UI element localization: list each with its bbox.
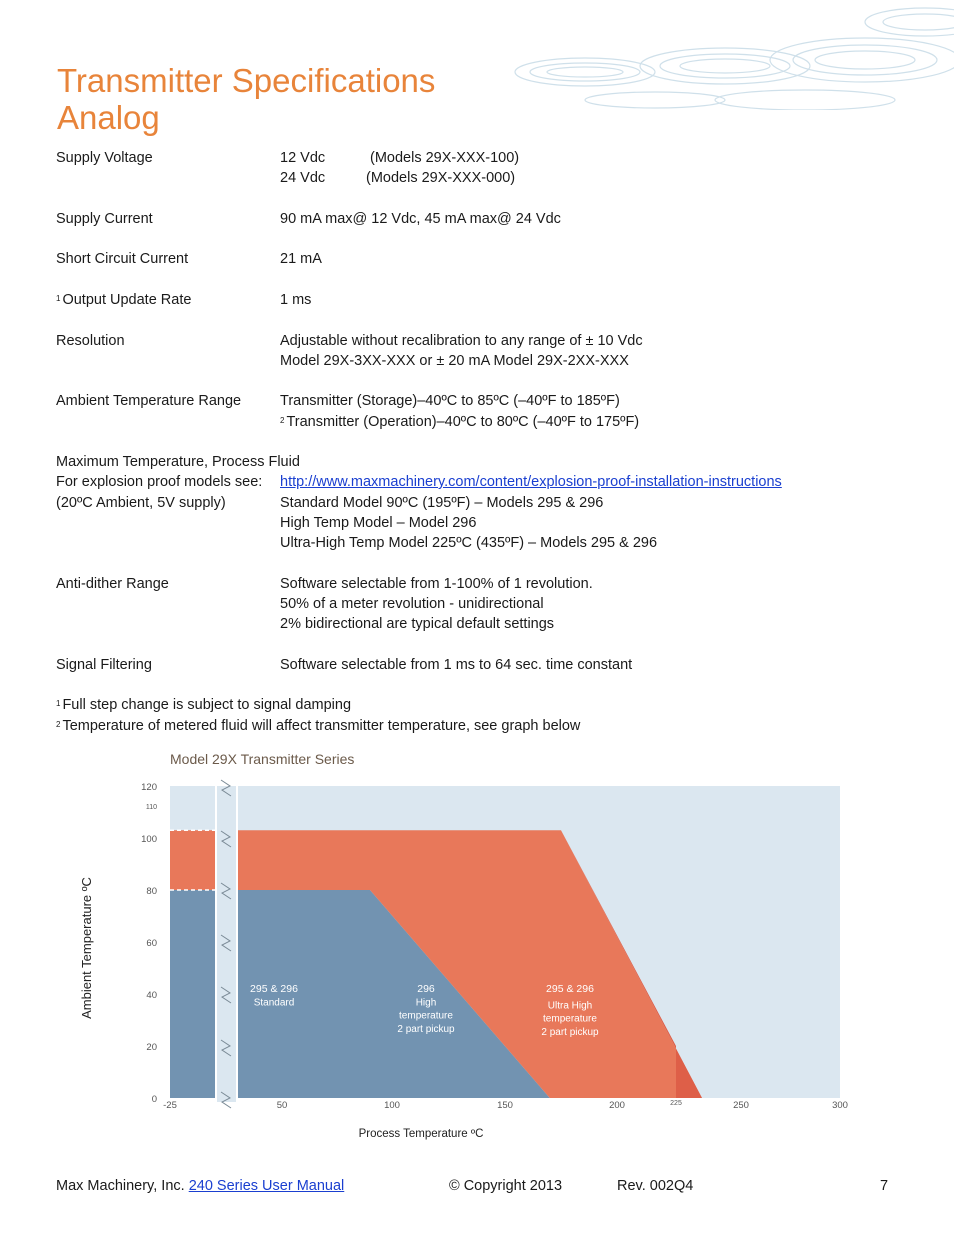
y-tick-label: 60	[146, 938, 157, 949]
y-tick-label: 0	[151, 1094, 157, 1105]
page-title	[57, 62, 435, 136]
series-label-2: 296	[417, 983, 435, 995]
y-tick-label: 80	[146, 886, 157, 897]
signal-filtering-value: Software selectable from 1 ms to 64 sec. time constant	[280, 657, 633, 673]
y-tick-label: 120	[141, 782, 157, 793]
page-number: 7	[880, 1178, 889, 1194]
footnote-2-text: Temperature of metered fluid will affect transmitter temperature, see graph below	[62, 718, 581, 734]
short-circuit-label: Short Circuit Current	[56, 251, 189, 267]
x-tick-label: 250	[733, 1100, 749, 1111]
x-axis-label: Process Temperature ºC	[358, 1128, 484, 1140]
series-label-1: Standard	[253, 997, 295, 1009]
axis-break-gap	[216, 786, 237, 1102]
y-axis-label: Ambient Temperature ºC	[79, 877, 94, 1019]
series-label-3: 295 & 296	[546, 983, 594, 995]
footer-company	[56, 1176, 344, 1196]
explosion-proof-link[interactable]: http://www.maxmachinery.com/content/explosion-proof-installation-instructions	[280, 474, 782, 490]
x-tick-label: 150	[497, 1100, 513, 1111]
output-update-label-text: Output Update Rate	[62, 292, 192, 308]
supply-current-value: 90 mA max@ 12 Vdc, 45 mA max@ 24 Vdc	[280, 211, 561, 227]
series-label-2: 2 part pickup	[397, 1023, 455, 1035]
signal-filtering-label: Signal Filtering	[56, 657, 152, 673]
resolution-line-1: Adjustable without recalibration to any range of ± 10 Vdc	[280, 333, 643, 349]
footer-company-name: Max Machinery, Inc.	[56, 1178, 185, 1194]
series-label-3: 2 part pickup	[541, 1026, 599, 1038]
resolution-label: Resolution	[56, 333, 125, 349]
series-label-2: temperature	[399, 1010, 453, 1022]
footnote-marker-2: 2	[280, 416, 285, 425]
footnote-2-marker: 2	[56, 720, 61, 729]
anti-dither-line-2: 50% of a meter revolution - unidirectional	[280, 596, 544, 612]
series-label-3: Ultra High	[547, 1000, 593, 1012]
max-temp-label: Maximum Temperature, Process Fluid	[56, 454, 300, 470]
footnote-1-marker: 1	[56, 699, 61, 708]
x-tick-label: 225	[670, 1100, 682, 1107]
y-tick-label: 100	[141, 834, 157, 845]
supply-voltage-24v-models: (Models 29X-XXX-000)	[366, 170, 516, 186]
supply-voltage-24v: 24 Vdc	[280, 170, 326, 186]
y-tick-label: 20	[146, 1042, 157, 1053]
series-label-3: temperature	[543, 1013, 597, 1025]
ambient-label: Ambient Temperature Range	[56, 393, 242, 409]
footnote-1	[56, 695, 351, 715]
supply-voltage-label: Supply Voltage	[56, 150, 153, 166]
x-tick-label: 50	[276, 1100, 288, 1111]
output-update-value: 1 ms	[280, 292, 312, 308]
x-tick-label: -25	[163, 1100, 177, 1111]
x-tick-label: 300	[832, 1100, 848, 1111]
footnote-marker-1: 1	[56, 294, 61, 303]
footer-revision: Rev. 002Q4	[617, 1178, 694, 1194]
footnote-1-text: Full step change is subject to signal damping	[62, 697, 352, 713]
supply-current-label: Supply Current	[56, 211, 153, 227]
max-temp-standard: Standard Model 90ºC (195ºF) – Models 295 & 296	[280, 495, 604, 511]
ambient-operation	[280, 412, 639, 432]
supply-voltage-12v-models: (Models 29X-XXX-100)	[370, 150, 520, 166]
anti-dither-label: Anti-dither Range	[56, 576, 169, 592]
max-temp-conditions: (20ºC Ambient, 5V supply)	[56, 495, 226, 511]
title-line-2: Analog	[57, 99, 160, 136]
footer-copyright: © Copyright 2013	[449, 1178, 563, 1194]
x-tick-label: 100	[384, 1100, 400, 1111]
max-temp-high: High Temp Model – Model 296	[280, 515, 477, 531]
supply-voltage-12v: 12 Vdc	[280, 150, 326, 166]
max-temp-ultra: Ultra-High Temp Model 225ºC (435ºF) – Models 295 & 296	[280, 535, 658, 551]
anti-dither-line-1: Software selectable from 1-100% of 1 revolution.	[280, 576, 593, 592]
series-label-2: High	[415, 997, 437, 1009]
output-update-label	[56, 290, 191, 310]
explosion-proof-label: For explosion proof models see:	[56, 474, 263, 490]
decorative-wave-pattern	[505, 0, 954, 110]
resolution-line-2: Model 29X-3XX-XXX or ± 20 mA Model 29X-2XX-XXX	[280, 353, 629, 369]
title-line-1: Transmitter Specifications	[57, 62, 436, 99]
x-tick-label: 200	[609, 1100, 625, 1111]
manual-link[interactable]: 240 Series User Manual	[188, 1178, 345, 1194]
y-tick-label: 110	[145, 804, 157, 811]
ambient-storage: Transmitter (Storage)–40ºC to 85ºC (–40ºF to 185ºF)	[280, 393, 620, 409]
short-circuit-value: 21 mA	[280, 251, 322, 267]
y-tick-label: 40	[146, 990, 157, 1001]
temperature-chart	[0, 770, 954, 1150]
footnote-2	[56, 716, 580, 736]
chart-title: Model 29X Transmitter Series	[170, 751, 355, 767]
ambient-operation-text: Transmitter (Operation)–40ºC to 80ºC (–40ºF to 175ºF)	[286, 414, 640, 430]
anti-dither-line-3: 2% bidirectional are typical default settings	[280, 616, 555, 632]
series-label-1: 295 & 296	[250, 983, 298, 995]
